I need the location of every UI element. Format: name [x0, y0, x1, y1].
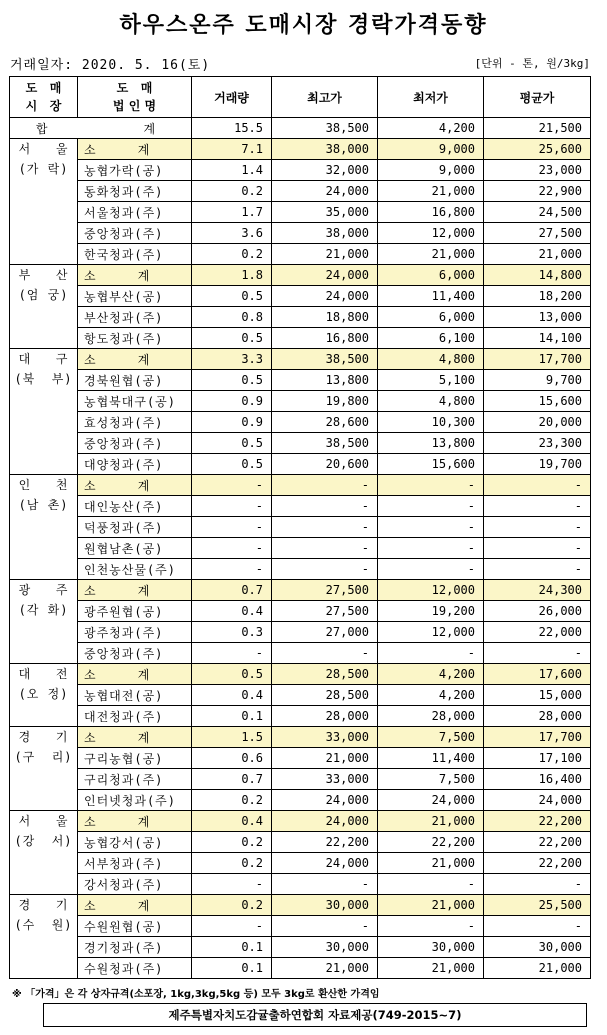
table-row: [10, 328, 591, 349]
corp-name: 수원청과(주): [78, 958, 192, 979]
market-name: [10, 811, 78, 895]
avg-price-cell: 25,500: [484, 895, 591, 916]
avg-price-cell: -: [484, 643, 591, 664]
max-price-cell: 24,000: [272, 790, 378, 811]
table-row: [10, 391, 591, 412]
max-price-cell: -: [272, 643, 378, 664]
avg-price-cell: 27,500: [484, 223, 591, 244]
max-price-cell: 38,500: [272, 349, 378, 370]
subtotal-row: [10, 664, 591, 685]
volume-cell: 0.4: [192, 811, 272, 832]
market-district: (남 촌): [18, 498, 69, 512]
table-row: [10, 181, 591, 202]
max-price-cell: -: [272, 916, 378, 937]
corp-name: 농협강서(공): [78, 832, 192, 853]
header-corp: [78, 77, 192, 118]
min-price-cell: 11,400: [378, 748, 484, 769]
corp-name: 인천농산물(주): [78, 559, 192, 580]
corp-name: 소 계: [78, 727, 192, 748]
market-city: 인 천: [18, 478, 69, 492]
max-price-cell: 24,000: [272, 265, 378, 286]
volume-cell: 0.2: [192, 790, 272, 811]
max-price-cell: 19,800: [272, 391, 378, 412]
table-row: [10, 769, 591, 790]
corp-name: 광주청과(주): [78, 622, 192, 643]
table-row: [10, 937, 591, 958]
avg-price-cell: 17,700: [484, 727, 591, 748]
min-price-cell: 12,000: [378, 223, 484, 244]
min-price-cell: 15,600: [378, 454, 484, 475]
market-name: [10, 580, 78, 664]
corp-name: 소 계: [78, 475, 192, 496]
corp-name: 항도청과(주): [78, 328, 192, 349]
volume-cell: 1.4: [192, 160, 272, 181]
volume-cell: 0.5: [192, 370, 272, 391]
avg-price-cell: 21,000: [484, 958, 591, 979]
corp-name: 동화청과(주): [78, 181, 192, 202]
max-price-cell: 33,000: [272, 769, 378, 790]
corp-name: 서울청과(주): [78, 202, 192, 223]
volume-cell: 0.5: [192, 286, 272, 307]
min-price-cell: -: [378, 916, 484, 937]
table-row: [10, 643, 591, 664]
avg-price-cell: 25,600: [484, 139, 591, 160]
corp-name: 인터넷청과(주): [78, 790, 192, 811]
volume-cell: -: [192, 559, 272, 580]
subtotal-row: [10, 895, 591, 916]
avg-price-cell: 13,000: [484, 307, 591, 328]
volume-cell: -: [192, 475, 272, 496]
market-city: 대 전: [18, 667, 69, 681]
volume-cell: 0.3: [192, 622, 272, 643]
table-row: [10, 412, 591, 433]
min-price-cell: -: [378, 643, 484, 664]
min-price-cell: 16,800: [378, 202, 484, 223]
table-row: [10, 496, 591, 517]
table-row: [10, 685, 591, 706]
volume-cell: 1.7: [192, 202, 272, 223]
max-price-cell: -: [272, 496, 378, 517]
min-price-cell: 4,200: [378, 664, 484, 685]
min-price-cell: -: [378, 874, 484, 895]
max-price-cell: 22,200: [272, 832, 378, 853]
corp-name: 중앙청과(주): [78, 433, 192, 454]
volume-cell: 0.2: [192, 853, 272, 874]
min-price-cell: 12,000: [378, 622, 484, 643]
max-price-cell: 38,000: [272, 223, 378, 244]
avg-price-cell: 21,000: [484, 244, 591, 265]
table-row: [10, 853, 591, 874]
min-price-cell: 21,000: [378, 244, 484, 265]
avg-price-cell: 22,200: [484, 811, 591, 832]
table-row: [10, 307, 591, 328]
trade-date: 거래일자: 2020. 5. 16(토): [10, 58, 211, 73]
max-price-cell: 18,800: [272, 307, 378, 328]
min-price-cell: 11,400: [378, 286, 484, 307]
min-price-cell: 5,100: [378, 370, 484, 391]
min-price-cell: 19,200: [378, 601, 484, 622]
table-row: [10, 223, 591, 244]
min-price-cell: 13,800: [378, 433, 484, 454]
avg-price-cell: -: [484, 559, 591, 580]
corp-name: 경북원협(공): [78, 370, 192, 391]
min-price-cell: -: [378, 517, 484, 538]
min-price-cell: 9,000: [378, 139, 484, 160]
avg-price-cell: 24,300: [484, 580, 591, 601]
max-price-cell: -: [272, 874, 378, 895]
volume-cell: 0.5: [192, 433, 272, 454]
market-city: 광 주: [18, 583, 69, 597]
table-row: [10, 454, 591, 475]
subtotal-row: [10, 475, 591, 496]
avg-price-cell: -: [484, 538, 591, 559]
corp-name: 대양청과(주): [78, 454, 192, 475]
min-price-cell: 21,000: [378, 811, 484, 832]
min-price-cell: 9,000: [378, 160, 484, 181]
avg-price-cell: 22,900: [484, 181, 591, 202]
min-price-cell: 22,200: [378, 832, 484, 853]
market-name: [10, 265, 78, 349]
max-price-cell: 21,000: [272, 958, 378, 979]
price-table: [9, 76, 591, 979]
total-avg: 21,500: [484, 118, 591, 139]
corp-name: 농협대전(공): [78, 685, 192, 706]
max-price-cell: 38,500: [272, 433, 378, 454]
corp-name: 경기청과(주): [78, 937, 192, 958]
max-price-cell: 28,600: [272, 412, 378, 433]
corp-name: 소 계: [78, 811, 192, 832]
min-price-cell: 6,000: [378, 265, 484, 286]
max-price-cell: 28,500: [272, 664, 378, 685]
header-max: 최고가: [272, 77, 378, 118]
min-price-cell: 24,000: [378, 790, 484, 811]
avg-price-cell: 23,000: [484, 160, 591, 181]
max-price-cell: 32,000: [272, 160, 378, 181]
table-row: [10, 202, 591, 223]
avg-price-cell: 24,000: [484, 790, 591, 811]
table-row: [10, 244, 591, 265]
volume-cell: 0.5: [192, 664, 272, 685]
subtotal-row: [10, 580, 591, 601]
max-price-cell: 30,000: [272, 937, 378, 958]
volume-cell: 0.9: [192, 391, 272, 412]
market-name: [10, 664, 78, 727]
volume-cell: 1.5: [192, 727, 272, 748]
avg-price-cell: -: [484, 916, 591, 937]
header-market-line2: 시 장: [25, 99, 62, 113]
max-price-cell: -: [272, 517, 378, 538]
corp-name: 원협남촌(공): [78, 538, 192, 559]
min-price-cell: 4,200: [378, 685, 484, 706]
header-row: [10, 77, 591, 118]
table-row: [10, 370, 591, 391]
volume-cell: 0.8: [192, 307, 272, 328]
corp-name: 소 계: [78, 349, 192, 370]
min-price-cell: 21,000: [378, 181, 484, 202]
corp-name: 중앙청과(주): [78, 643, 192, 664]
volume-cell: 0.5: [192, 454, 272, 475]
volume-cell: 3.6: [192, 223, 272, 244]
source-box: 제주특별자치도감귤출하연합회 자료제공(749-2015~7): [43, 1003, 587, 1027]
avg-price-cell: -: [484, 517, 591, 538]
avg-price-cell: -: [484, 496, 591, 517]
avg-price-cell: 26,000: [484, 601, 591, 622]
corp-name: 수원원협(공): [78, 916, 192, 937]
subtotal-row: [10, 139, 591, 160]
min-price-cell: 4,800: [378, 391, 484, 412]
volume-cell: -: [192, 874, 272, 895]
table-row: [10, 916, 591, 937]
market-name: [10, 727, 78, 811]
market-district: (가 락): [18, 162, 69, 176]
page-title: 하우스온주 도매시장 경락가격동향: [119, 13, 488, 38]
corp-name: 소 계: [78, 265, 192, 286]
table-row: [10, 538, 591, 559]
max-price-cell: 16,800: [272, 328, 378, 349]
max-price-cell: 24,000: [272, 286, 378, 307]
min-price-cell: 4,800: [378, 349, 484, 370]
market-city: 대 구: [18, 352, 69, 366]
market-city: 경 기: [18, 898, 69, 912]
volume-cell: 0.4: [192, 685, 272, 706]
volume-cell: 0.7: [192, 580, 272, 601]
market-district: (수 원): [14, 918, 73, 932]
max-price-cell: -: [272, 559, 378, 580]
corp-name: 대인농산(주): [78, 496, 192, 517]
corp-name: 소 계: [78, 895, 192, 916]
volume-cell: 1.8: [192, 265, 272, 286]
avg-price-cell: 22,000: [484, 622, 591, 643]
table-row: [10, 832, 591, 853]
market-name: [10, 895, 78, 979]
avg-price-cell: 22,200: [484, 832, 591, 853]
table-row: [10, 517, 591, 538]
avg-price-cell: -: [484, 874, 591, 895]
min-price-cell: 12,000: [378, 580, 484, 601]
header-min: 최저가: [378, 77, 484, 118]
volume-cell: -: [192, 916, 272, 937]
max-price-cell: 13,800: [272, 370, 378, 391]
avg-price-cell: 16,400: [484, 769, 591, 790]
min-price-cell: -: [378, 559, 484, 580]
market-name: [10, 139, 78, 265]
market-district: (북 부): [14, 372, 73, 386]
table-row: [10, 160, 591, 181]
corp-name: 강서청과(주): [78, 874, 192, 895]
market-city: 경 기: [18, 730, 69, 744]
corp-name: 한국청과(주): [78, 244, 192, 265]
market-district: (구 리): [14, 750, 73, 764]
avg-price-cell: 20,000: [484, 412, 591, 433]
avg-price-cell: 23,300: [484, 433, 591, 454]
corp-name: 중앙청과(주): [78, 223, 192, 244]
table-row: [10, 706, 591, 727]
min-price-cell: 21,000: [378, 958, 484, 979]
subtotal-row: [10, 811, 591, 832]
max-price-cell: 33,000: [272, 727, 378, 748]
max-price-cell: 20,600: [272, 454, 378, 475]
market-city: 부 산: [18, 268, 69, 282]
table-row: [10, 559, 591, 580]
max-price-cell: 27,000: [272, 622, 378, 643]
max-price-cell: 24,000: [272, 811, 378, 832]
volume-cell: 3.3: [192, 349, 272, 370]
header-avg: 평균가: [484, 77, 591, 118]
table-row: [10, 748, 591, 769]
market-name: [10, 349, 78, 475]
table-row: [10, 874, 591, 895]
corp-name: 농협부산(공): [78, 286, 192, 307]
corp-name: 대전청과(주): [78, 706, 192, 727]
avg-price-cell: 14,800: [484, 265, 591, 286]
corp-name: 덕풍청과(주): [78, 517, 192, 538]
avg-price-cell: 22,200: [484, 853, 591, 874]
volume-cell: 0.9: [192, 412, 272, 433]
volume-cell: 0.1: [192, 937, 272, 958]
total-min: 4,200: [378, 118, 484, 139]
volume-cell: 0.2: [192, 181, 272, 202]
corp-name: 효성청과(주): [78, 412, 192, 433]
min-price-cell: 7,500: [378, 727, 484, 748]
volume-cell: -: [192, 538, 272, 559]
corp-name: 구리농협(공): [78, 748, 192, 769]
header-market: [10, 77, 78, 118]
min-price-cell: -: [378, 538, 484, 559]
avg-price-cell: 14,100: [484, 328, 591, 349]
table-row: [10, 790, 591, 811]
market-city: 서 울: [18, 814, 69, 828]
avg-price-cell: 15,000: [484, 685, 591, 706]
table-row: [10, 958, 591, 979]
avg-price-cell: 15,600: [484, 391, 591, 412]
volume-cell: 7.1: [192, 139, 272, 160]
meta-bar: [10, 52, 590, 74]
avg-price-cell: 17,600: [484, 664, 591, 685]
market-district: (각 화): [18, 603, 69, 617]
avg-price-cell: 17,100: [484, 748, 591, 769]
avg-price-cell: 9,700: [484, 370, 591, 391]
volume-cell: 0.1: [192, 958, 272, 979]
max-price-cell: 21,000: [272, 748, 378, 769]
header-corp-line2: 법 인 명: [112, 99, 157, 113]
unit-label: [단위 - 톤, 원/3kg]: [474, 57, 590, 70]
header-volume: 거래량: [192, 77, 272, 118]
max-price-cell: 27,500: [272, 601, 378, 622]
table-row: [10, 622, 591, 643]
max-price-cell: 38,000: [272, 139, 378, 160]
corp-name: 소 계: [78, 580, 192, 601]
subtotal-row: [10, 349, 591, 370]
volume-cell: 0.6: [192, 748, 272, 769]
total-label: 합 계: [10, 118, 192, 139]
max-price-cell: 35,000: [272, 202, 378, 223]
max-price-cell: 27,500: [272, 580, 378, 601]
max-price-cell: 30,000: [272, 895, 378, 916]
volume-cell: -: [192, 496, 272, 517]
table-row: [10, 601, 591, 622]
volume-cell: 0.4: [192, 601, 272, 622]
min-price-cell: 28,000: [378, 706, 484, 727]
header-corp-line1: 도 매: [116, 81, 153, 95]
max-price-cell: 21,000: [272, 244, 378, 265]
max-price-cell: 24,000: [272, 853, 378, 874]
corp-name: 광주원협(공): [78, 601, 192, 622]
max-price-cell: 28,000: [272, 706, 378, 727]
volume-cell: -: [192, 643, 272, 664]
min-price-cell: 21,000: [378, 853, 484, 874]
min-price-cell: 7,500: [378, 769, 484, 790]
subtotal-row: [10, 265, 591, 286]
volume-cell: 0.2: [192, 832, 272, 853]
min-price-cell: -: [378, 496, 484, 517]
min-price-cell: -: [378, 475, 484, 496]
max-price-cell: -: [272, 475, 378, 496]
avg-price-cell: 18,200: [484, 286, 591, 307]
volume-cell: 0.2: [192, 895, 272, 916]
corp-name: 농협북대구(공): [78, 391, 192, 412]
volume-cell: -: [192, 517, 272, 538]
avg-price-cell: 17,700: [484, 349, 591, 370]
min-price-cell: 10,300: [378, 412, 484, 433]
header-market-line1: 도 매: [25, 81, 62, 95]
table-body: [10, 118, 591, 979]
max-price-cell: 24,000: [272, 181, 378, 202]
subtotal-row: [10, 727, 591, 748]
total-max: 38,500: [272, 118, 378, 139]
volume-cell: 0.2: [192, 244, 272, 265]
corp-name: 서부청과(주): [78, 853, 192, 874]
table-row: [10, 286, 591, 307]
min-price-cell: 21,000: [378, 895, 484, 916]
avg-price-cell: -: [484, 475, 591, 496]
max-price-cell: 28,500: [272, 685, 378, 706]
market-district: (엄 궁): [18, 288, 69, 302]
avg-price-cell: 30,000: [484, 937, 591, 958]
corp-name: 구리청과(주): [78, 769, 192, 790]
max-price-cell: -: [272, 538, 378, 559]
market-district: (강 서): [14, 834, 73, 848]
corp-name: 소 계: [78, 664, 192, 685]
min-price-cell: 6,100: [378, 328, 484, 349]
market-city: 서 울: [18, 142, 69, 156]
market-district: (오 정): [18, 687, 69, 701]
footnote: ※ 「가격」은 각 상자규격(소포장, 1kg,3kg,5kg 등) 모두 3kg로 환산한 가격임: [12, 989, 380, 1000]
total-volume: 15.5: [192, 118, 272, 139]
total-row: [10, 118, 591, 139]
volume-cell: 0.1: [192, 706, 272, 727]
avg-price-cell: 24,500: [484, 202, 591, 223]
avg-price-cell: 28,000: [484, 706, 591, 727]
min-price-cell: 30,000: [378, 937, 484, 958]
corp-name: 농협가락(공): [78, 160, 192, 181]
market-name: [10, 475, 78, 580]
volume-cell: 0.5: [192, 328, 272, 349]
volume-cell: 0.7: [192, 769, 272, 790]
table-row: [10, 433, 591, 454]
avg-price-cell: 19,700: [484, 454, 591, 475]
min-price-cell: 6,000: [378, 307, 484, 328]
corp-name: 부산청과(주): [78, 307, 192, 328]
corp-name: 소 계: [78, 139, 192, 160]
